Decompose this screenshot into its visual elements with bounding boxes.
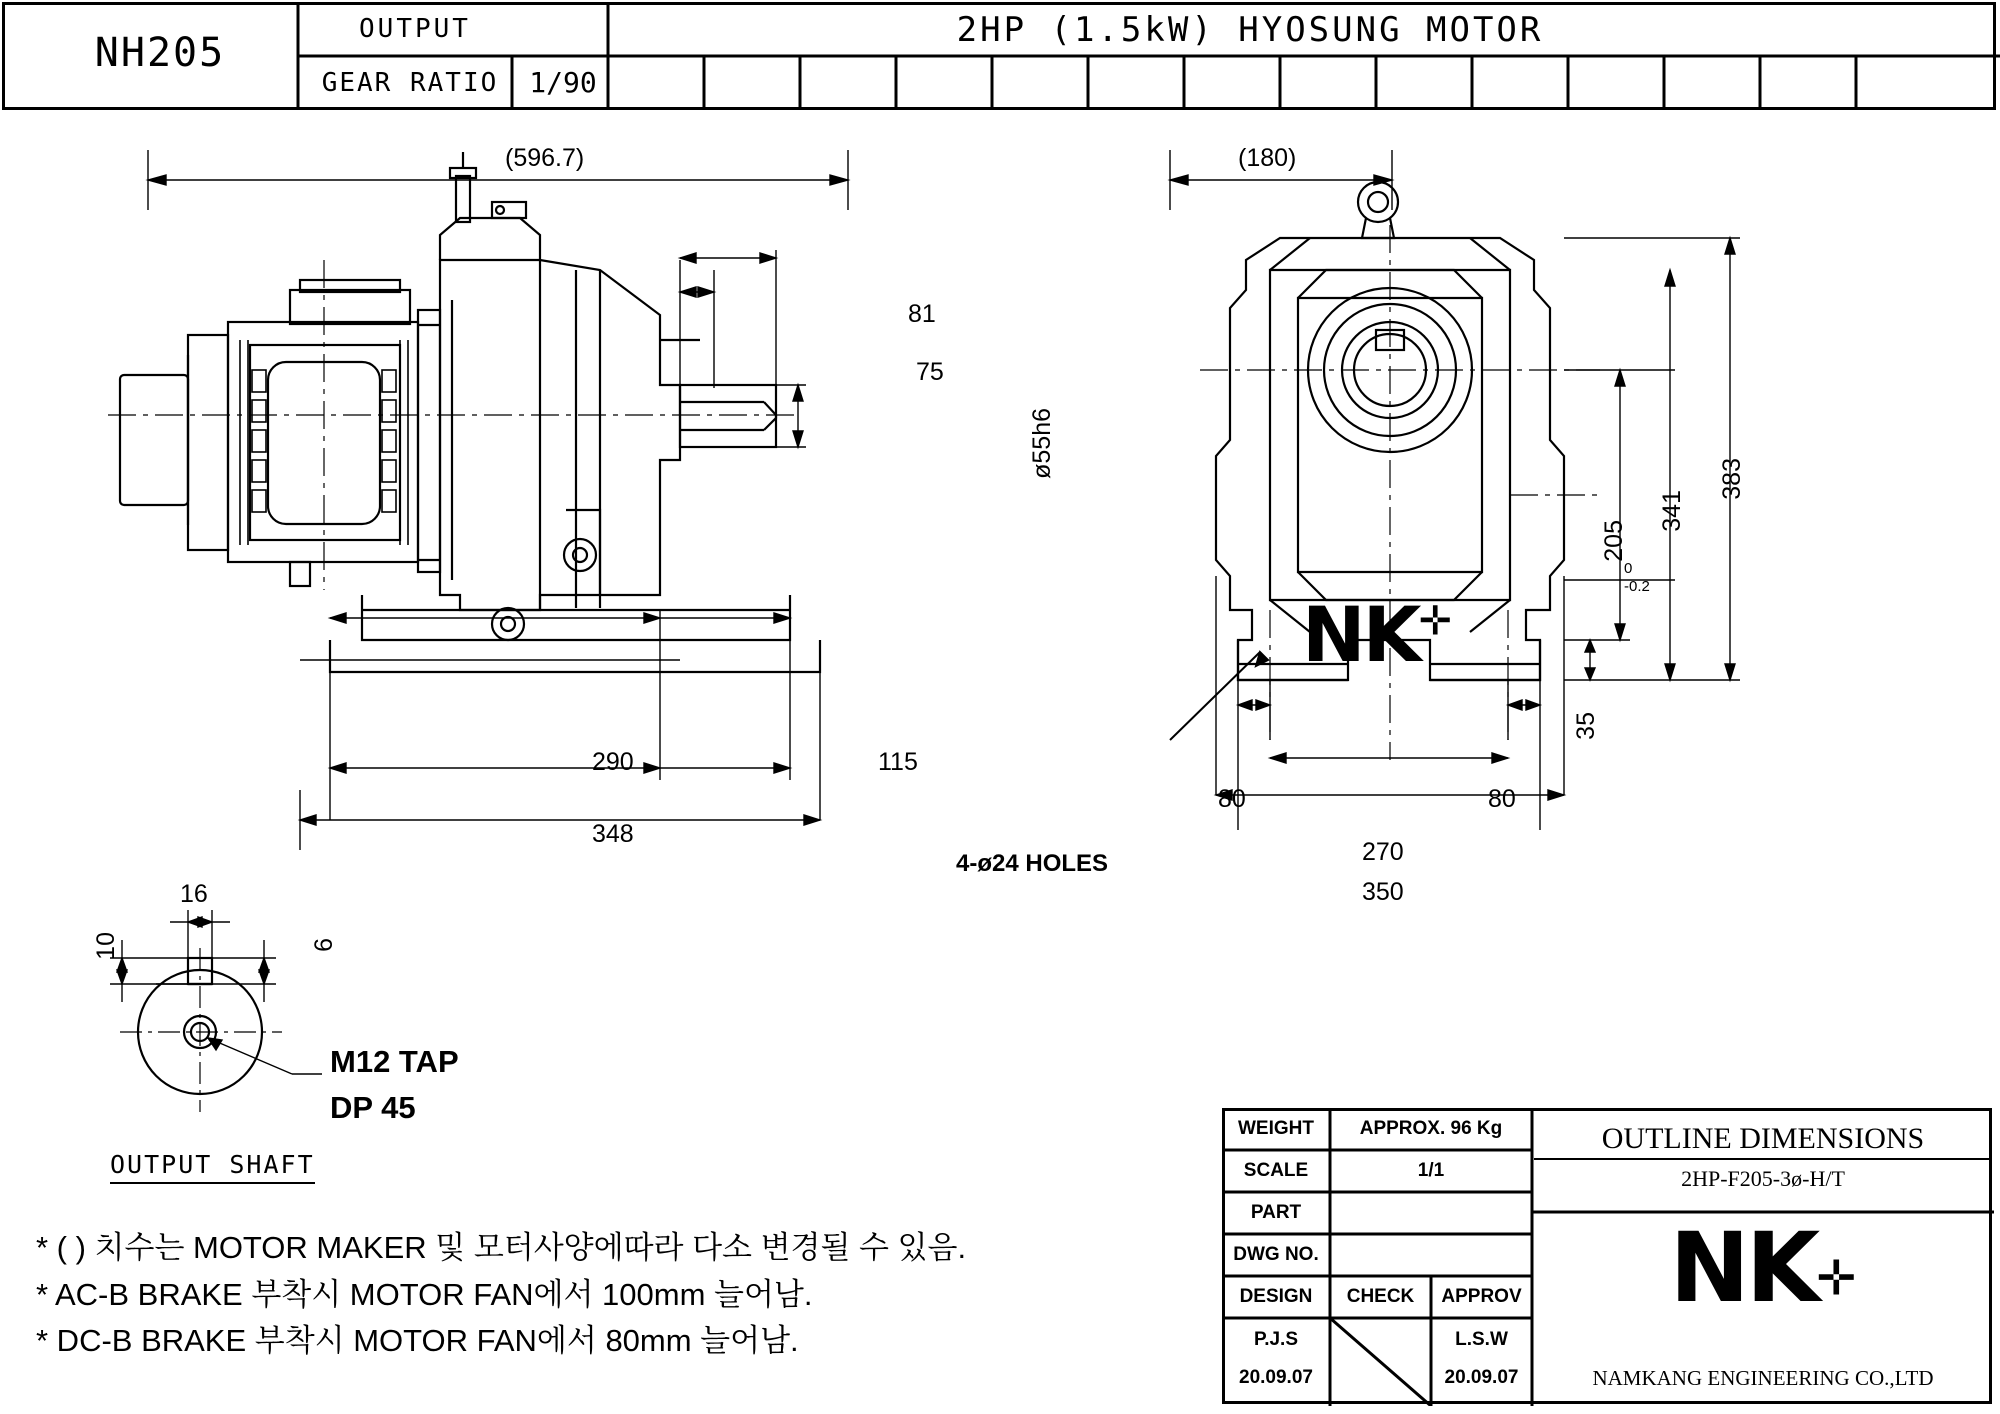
scale-value: 1/1 — [1417, 1160, 1445, 1181]
design-name: P.J.S — [1253, 1329, 1299, 1350]
dim-6: 6 — [310, 938, 338, 952]
dim-80-right: 80 — [1488, 785, 1516, 813]
design-label: DESIGN — [1239, 1286, 1313, 1307]
dim-205-tol-upper: 0 — [1624, 560, 1633, 577]
dim-270: 270 — [1362, 838, 1404, 866]
dim-80-left: 80 — [1218, 785, 1246, 813]
drawing-title: OUTLINE DIMENSIONS — [1534, 1122, 1992, 1160]
part-label: PART — [1250, 1202, 1302, 1223]
design-date: 20.09.07 — [1239, 1367, 1313, 1388]
dim-75: 75 — [916, 358, 944, 386]
weight-value: APPROX. 96 Kg — [1359, 1118, 1503, 1139]
m12-tap-label: M12 TAP — [330, 1044, 459, 1079]
company-logo — [1534, 1212, 1992, 1324]
dim-115: 115 — [878, 748, 918, 776]
dim-16: 16 — [180, 880, 208, 908]
side-view-lower-dims — [100, 740, 1000, 860]
dwg-no-value — [1330, 1234, 1532, 1276]
approv-date: 20.09.07 — [1444, 1367, 1519, 1388]
dim-81: 81 — [908, 300, 936, 328]
nk-logo-front-view: NK✛ — [1302, 590, 1450, 679]
dim-205-group — [1600, 520, 1650, 595]
dim-205-tol-lower: -0.2 — [1624, 578, 1650, 595]
motor-title: 2HP (1.5kW) HYOSUNG MOTOR — [956, 10, 1544, 50]
part-value — [1330, 1192, 1532, 1234]
drawing-subtitle: 2HP-F205-3ø-H/T — [1681, 1166, 1845, 1191]
output-label: OUTPUT — [359, 14, 471, 44]
dim-290: 290 — [592, 748, 634, 776]
model-number: NH205 — [94, 30, 226, 76]
dim-overall-length: (596.7) — [505, 144, 585, 172]
output-shaft-detail — [70, 860, 410, 1120]
dim-350: 350 — [1362, 878, 1404, 906]
scale-label: SCALE — [1243, 1160, 1309, 1181]
note-1: * ( ) 치수는 MOTOR MAKER 및 모터사양에따라 다소 변경될 수 있음. — [36, 1230, 967, 1265]
note-2: * AC-B BRAKE 부착시 MOTOR FAN에서 100mm 늘어남. — [36, 1276, 813, 1312]
note-3: * DC-B BRAKE 부착시 MOTOR FAN에서 80mm 늘어남. — [36, 1323, 799, 1358]
nk-logo-title-block: NK — [1669, 1212, 1817, 1324]
gear-ratio-value: 1/90 — [529, 66, 597, 99]
holes-note: 4-ø24 HOLES — [956, 850, 1109, 877]
notes-block — [36, 1225, 1216, 1365]
dim-35: 35 — [1572, 712, 1600, 740]
weight-label: WEIGHT — [1238, 1118, 1314, 1139]
approv-name: L.S.W — [1455, 1329, 1508, 1350]
company-name: NAMKANG ENGINEERING CO.,LTD — [1592, 1366, 1934, 1390]
dim-348: 348 — [592, 820, 634, 848]
dwg-no-label: DWG NO. — [1233, 1244, 1319, 1265]
dim-341: 341 — [1658, 490, 1686, 532]
dim-front-width: (180) — [1238, 144, 1297, 172]
dim-shaft-diameter: ø55h6 — [1028, 408, 1056, 479]
dim-383: 383 — [1718, 458, 1746, 500]
check-label: CHECK — [1346, 1286, 1415, 1307]
approv-label: APPROV — [1441, 1286, 1522, 1307]
dim-10: 10 — [92, 932, 120, 960]
dp45-label: DP 45 — [330, 1090, 416, 1125]
gear-ratio-label: GEAR RATIO — [321, 68, 499, 98]
output-shaft-caption: OUTPUT SHAFT — [110, 1150, 315, 1184]
front-view-drawing — [1130, 140, 1950, 920]
dim-205: 205 — [1600, 520, 1628, 562]
nk-logo-cross: ✛ — [1816, 1250, 1857, 1307]
